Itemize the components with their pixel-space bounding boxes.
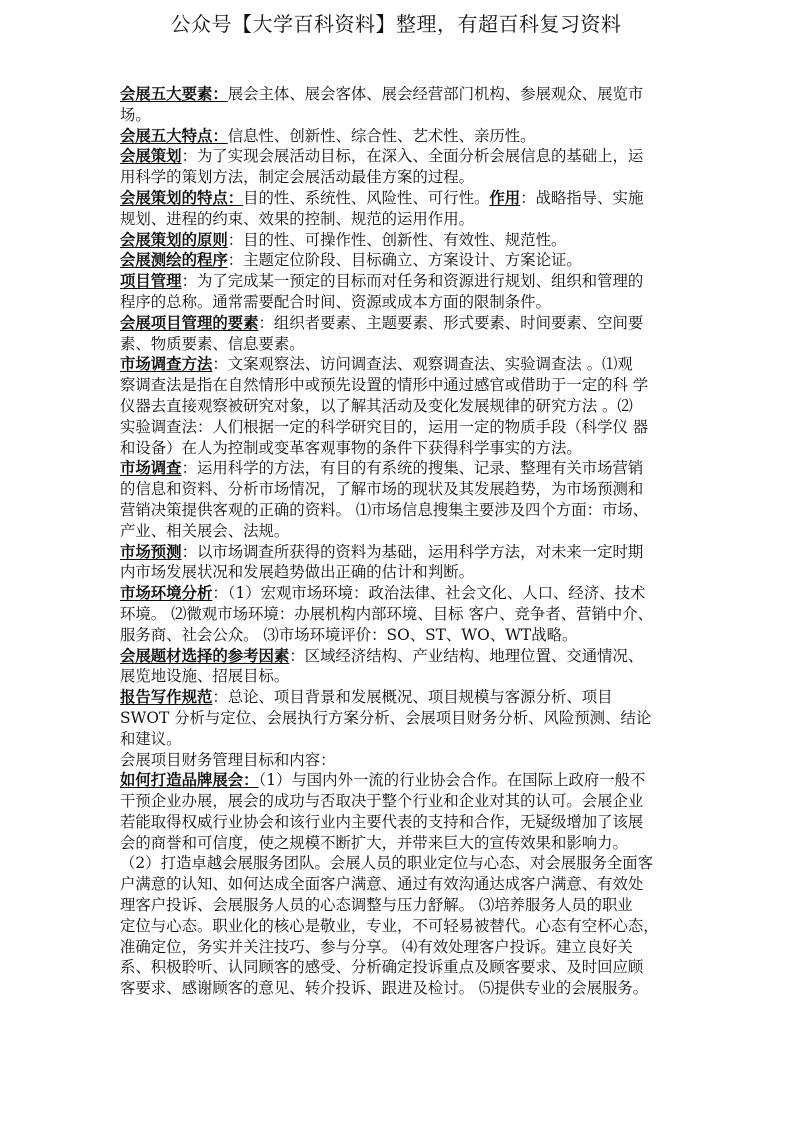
document-body (120, 84, 690, 999)
term-heading: 市场预测 (120, 542, 182, 561)
text-line (120, 146, 690, 167)
body-text: ：主题定位阶段、目标确立、方案设计、方案论证。 (227, 251, 582, 270)
text-line (120, 438, 690, 459)
term-heading: 会展测绘的程序 (120, 251, 228, 270)
body-text: ：区域经济结构、产业结构、地理位置、交通情况、 (289, 646, 644, 665)
text-line (120, 770, 690, 791)
term-heading: 项目管理 (120, 272, 182, 291)
text-line (120, 833, 690, 854)
term-heading: 市场调查 (120, 459, 182, 478)
body-text: 环境。 ⑵微观市场环境：办展机构内部环境、目标 客户、竞争者、营销中介、 (120, 604, 654, 623)
text-line (120, 625, 690, 646)
body-text: ：为了实现会展活动目标，在深入、全面分析会展信息的基础上，运 (181, 147, 644, 166)
text-line (120, 687, 690, 708)
text-line (120, 521, 690, 542)
text-line (120, 167, 690, 188)
text-line (120, 583, 690, 604)
body-text: ：目的性、可操作性、创新性、有效性、规范性。 (227, 230, 567, 249)
term-heading: 市场调查方法 (120, 355, 213, 374)
body-text: 和设备）在人为控制或变革客观事物的条件下获得科学事实的方法。 (120, 438, 582, 457)
text-line (120, 250, 690, 271)
term-heading: 会展策划的特点： (120, 188, 244, 207)
text-line (120, 84, 690, 105)
body-text: ：文案观察法、访问调查法、观察调查法、实验调查法 。⑴观 (212, 355, 633, 374)
body-text: 规划、进程的约束、效果的控制、规范的运用作用。 (120, 209, 474, 228)
body-text: SWOT 分析与定位、会展执行方案分析、会展项目财务分析、风险预测、结论 (120, 708, 652, 727)
body-text: （1）与国内外一流的行业协会合作。在国际上政府一般不 (258, 771, 646, 790)
body-text: 准确定位，务实并关注技巧、参与分享。 ⑷有效处理客户投诉。建立良好关 (120, 937, 633, 956)
body-text: ：以市场调查所获得的资料为基础，运用科学方法，对未来一定时期 (181, 542, 644, 561)
body-text: 客要求、感谢顾客的意见、转介投诉、跟进及检讨。 ⑸提供专业的会展服务。 (120, 979, 649, 998)
text-line (120, 646, 690, 667)
body-text: 定位与心态。职业化的核心是敬业，专业，不可轻易被替代。心态有空杯心态， (120, 916, 659, 935)
page-header: 公众号【大学百科资料】整理，有超百科复习资料 (170, 12, 622, 36)
body-text: 干预企业办展，展会的成功与否取决于整个行业和企业对其的认可。会展企业 (120, 792, 644, 811)
text-line (120, 978, 690, 999)
text-line (120, 105, 690, 126)
body-text: ：组织者要素、主题要素、形式要素、时间要素、空间要 (258, 313, 644, 332)
body-text: 程序的总称。通常需要配合时间、资源或成本方面的限制条件。 (120, 292, 551, 311)
term-heading: 作用 (489, 188, 521, 207)
body-text: 内市场发展状况和发展趋势做出正确的估计和判断。 (120, 563, 474, 582)
body-text: 信息性、创新性、综合性、艺术性、亲历性。 (227, 126, 536, 145)
text-line (120, 895, 690, 916)
body-text: ：总论、项目背景和发展概况、项目规模与客源分析、项目 (212, 688, 613, 707)
body-text: 察调查法是指在自然情形中或预先设置的情形中通过感官或借助于一定的科 学 (120, 376, 649, 395)
body-text: 用科学的策划方法，制定会展活动最佳方案的过程。 (120, 168, 474, 187)
body-text: 展览地设施、招展目标。 (120, 667, 290, 686)
term-heading: 会展策划的原则 (120, 230, 228, 249)
term-heading: 会展五大要素： (120, 85, 228, 103)
text-line (120, 209, 690, 230)
text-line (120, 874, 690, 895)
term-heading: 如何打造品牌展会： (120, 771, 259, 790)
body-text: ：为了完成某一预定的目标而对任务和资源进行规划、组织和管理的 (181, 272, 644, 291)
body-text: （2）打造卓越会展服务团队。会展人员的职业定位与心态、对会展服务全面客 (120, 854, 654, 873)
body-text: 和建议。 (120, 729, 182, 748)
body-text: ：（1）宏观市场环境：政治法律、社会文化、人口、经济、技术 (212, 584, 646, 603)
text-line (120, 417, 690, 438)
text-line (120, 500, 690, 521)
body-text: 仪器去直接观察被研究对象，以了解其活动及变化发展规律的研究方法 。⑵ (120, 396, 633, 415)
text-line (120, 334, 690, 355)
body-text: 场。 (120, 105, 151, 124)
text-line (120, 666, 690, 687)
body-text: 会展项目财务管理目标和内容： (120, 750, 336, 769)
text-line (120, 853, 690, 874)
text-line (120, 375, 690, 396)
text-line (120, 791, 690, 812)
text-line (120, 562, 690, 583)
body-text: 理客户投诉、会展服务人员的心态调整与压力舒解。 ⑶培养服务人员的职业 (120, 896, 633, 915)
body-text: ：战略指导、实施 (520, 188, 644, 207)
text-line (120, 916, 690, 937)
text-line (120, 126, 690, 147)
body-text: 系、积极聆听、认同顾客的感受、分析确定投诉重点及顾客要求、及时回应顾 (120, 958, 644, 977)
text-line (120, 729, 690, 750)
text-line (120, 937, 690, 958)
body-text: ：运用科学的方法，有目的有系统的搜集、记录、整理有关市场营销 (181, 459, 644, 478)
term-heading: 会展项目管理的要素 (120, 313, 259, 332)
term-heading: 会展五大特点： (120, 126, 228, 145)
text-line (120, 313, 690, 334)
body-text: 营销决策提供客观的正确的资料。 ⑴市场信息搜集主要涉及四个方面：市场、 (120, 500, 649, 519)
text-line (120, 479, 690, 500)
text-line (120, 604, 690, 625)
body-text: 若能取得权威行业协会和该行业内主要代表的支持和合作，无疑级增加了该展 (120, 812, 644, 831)
text-line (120, 542, 690, 563)
body-text: 素、物质要素、信息要素。 (120, 334, 305, 353)
text-line (120, 957, 690, 978)
body-text: 实验调查法：人们根据一定的科学研究目的，运用一定的物质手段（科学仪 器 (120, 417, 649, 436)
text-line (120, 708, 690, 729)
body-text: 会的商誉和可信度，使之规模不断扩大，并带来巨大的宣传效果和影响力。 (120, 833, 628, 852)
text-line (120, 458, 690, 479)
text-line (120, 230, 690, 251)
body-text: 的信息和资料、分析市场情况，了解市场的现状及其发展趋势，为市场预测和 (120, 480, 644, 499)
text-line (120, 396, 690, 417)
body-text: 展会主体、展会客体、展会经营部门机构、参展观众、展览市 (227, 85, 644, 103)
term-heading: 会展策划 (120, 147, 182, 166)
term-heading: 市场环境分析 (120, 584, 213, 603)
body-text: 户满意的认知、如何达成全面客户满意、通过有效沟通达成客户满意、有效处 (120, 875, 644, 894)
text-line (120, 271, 690, 292)
term-heading: 会展题材选择的参考因素 (120, 646, 290, 665)
text-line (120, 188, 690, 209)
body-text: 服务商、社会公众。 ⑶市场环境评价：SO、ST、WO、WT战略。 (120, 625, 578, 644)
body-text: 目的性、系统性、风险性、可行性。 (243, 188, 490, 207)
text-line (120, 750, 690, 771)
term-heading: 报告写作规范 (120, 688, 213, 707)
body-text: 产业、相关展会、法规。 (120, 521, 290, 540)
text-line (120, 292, 690, 313)
text-line (120, 354, 690, 375)
text-line (120, 812, 690, 833)
